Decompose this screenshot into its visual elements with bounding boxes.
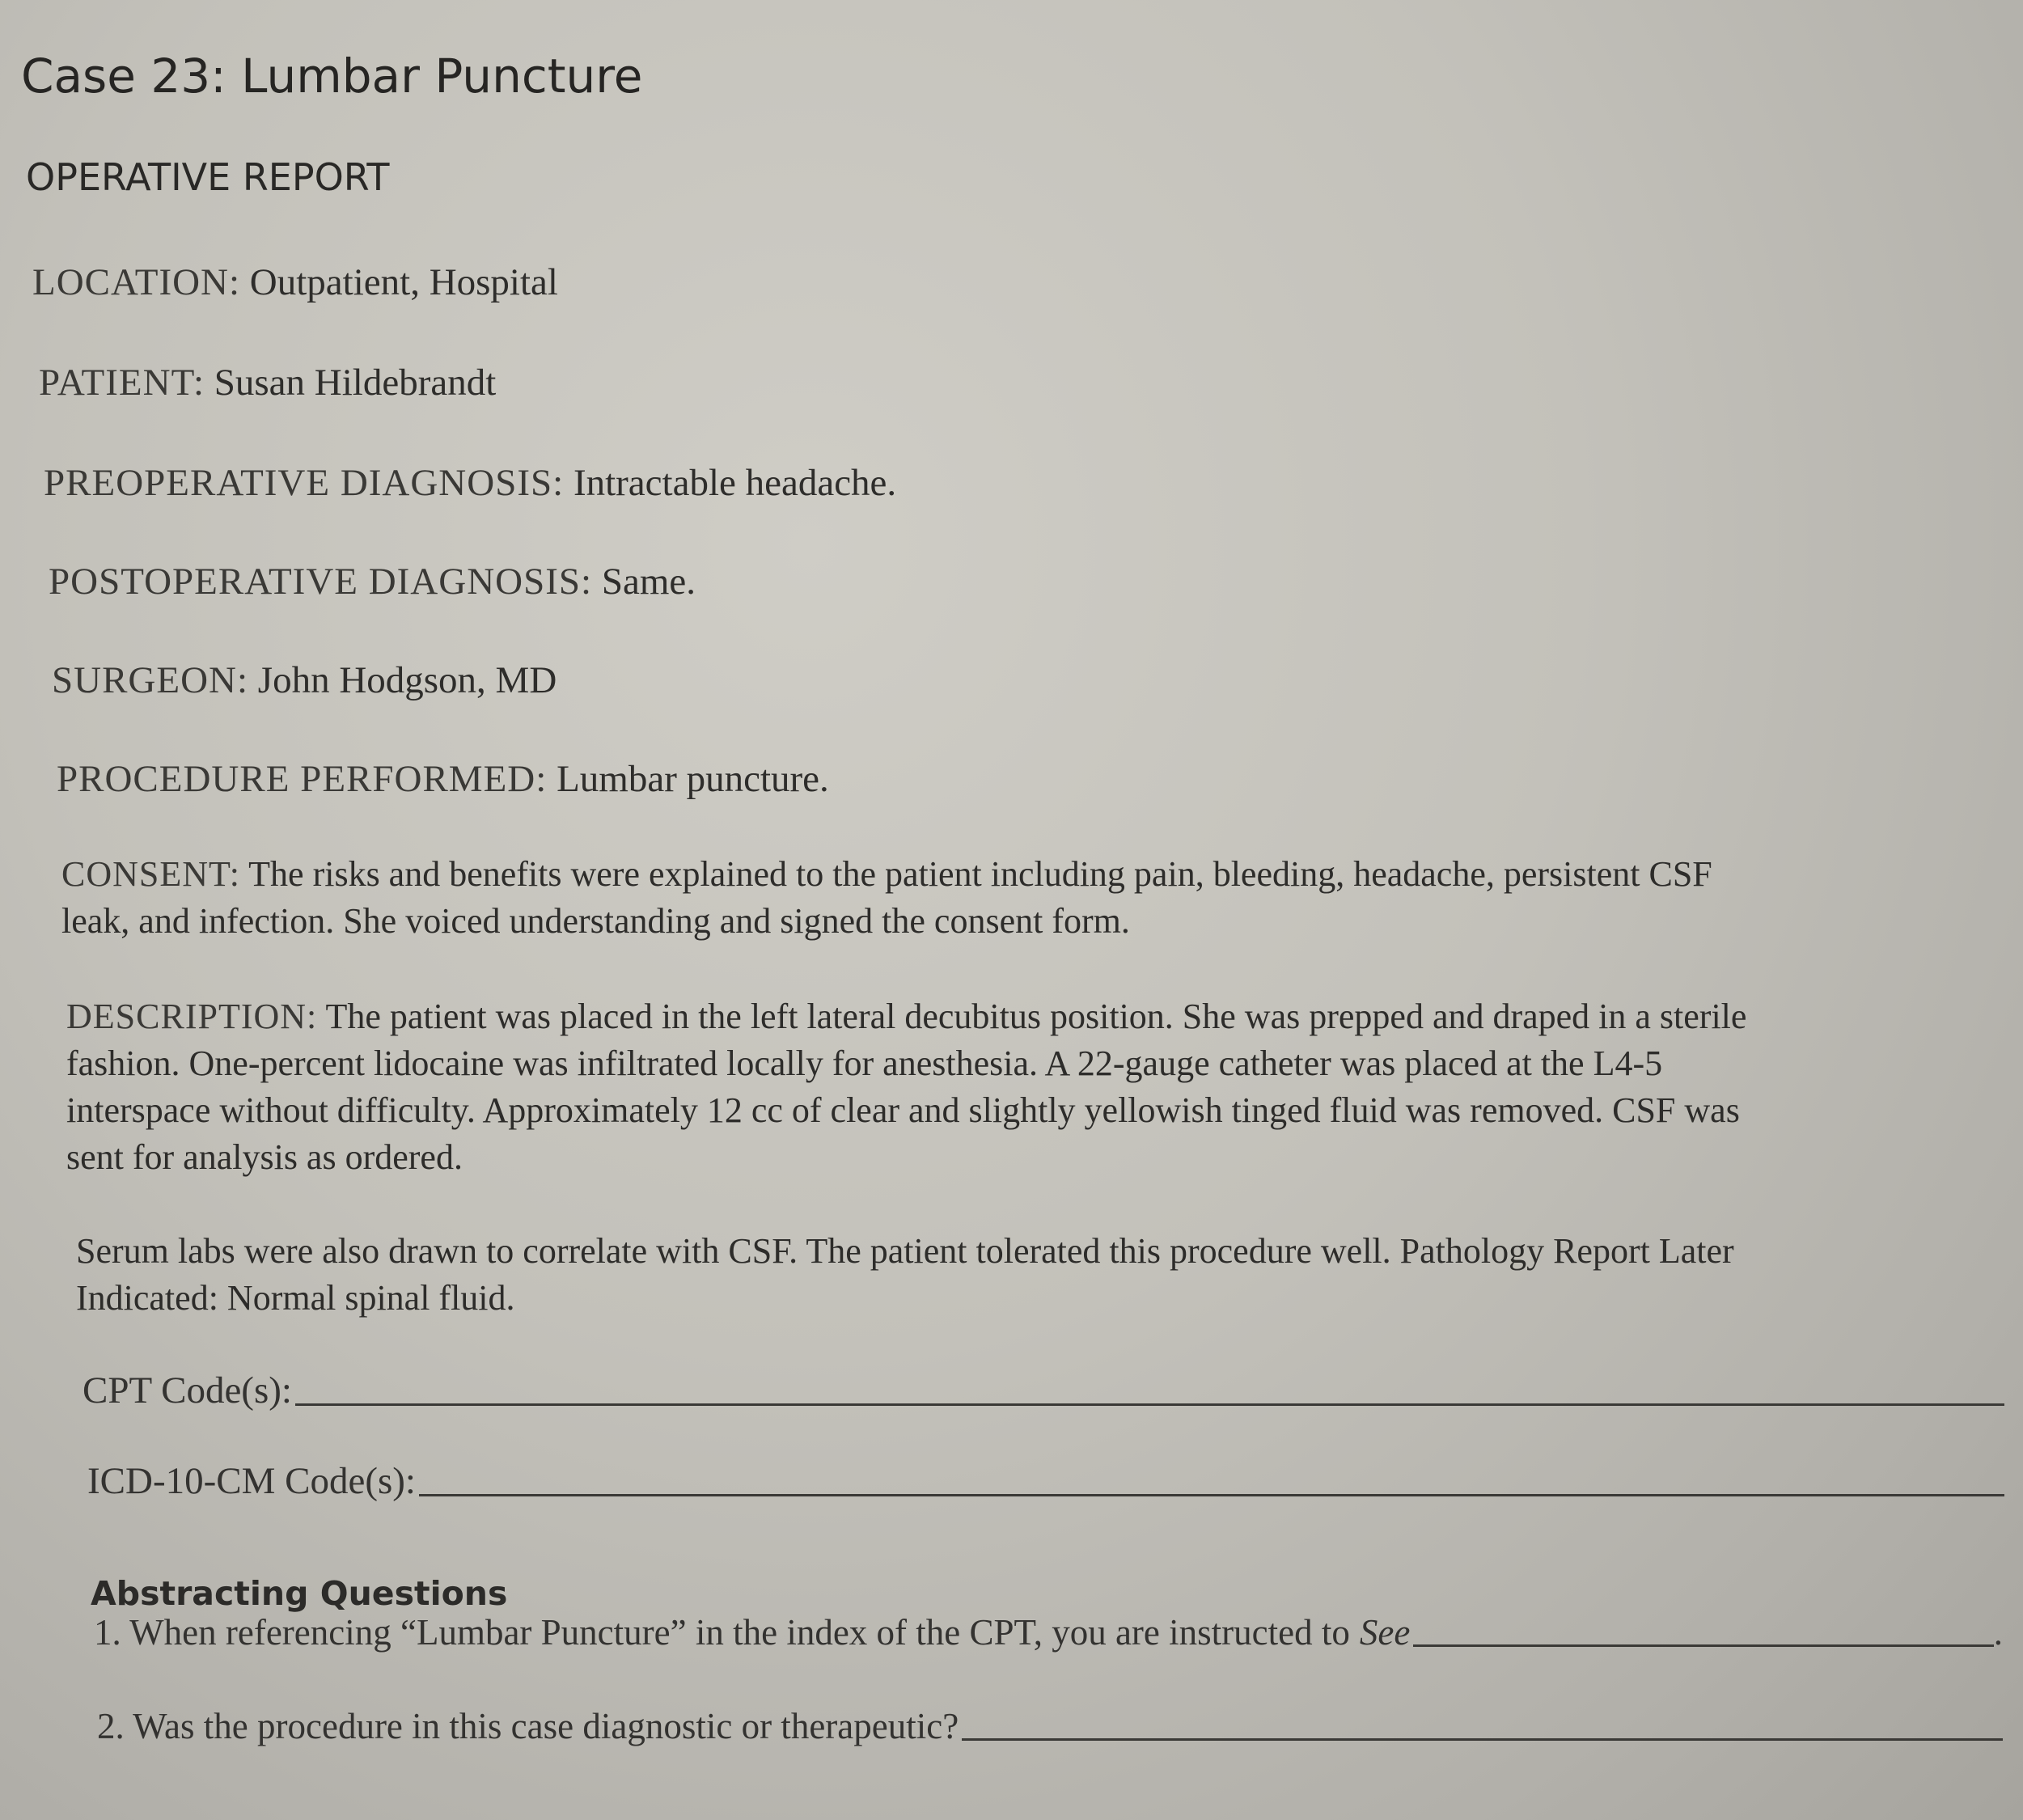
surgeon-field [52, 658, 557, 702]
icd-code-label: ICD-10-CM Code(s): [87, 1460, 416, 1502]
location-field [32, 260, 558, 304]
consent-line-2: leak, and infection. She voiced understanding and signed the consent form. [61, 901, 1130, 941]
procedure-field [57, 757, 829, 801]
question-2-blank[interactable] [962, 1738, 2003, 1741]
postop-diagnosis-label: POSTOPERATIVE DIAGNOSIS: [49, 561, 593, 603]
surgeon-value: John Hodgson, MD [257, 659, 557, 701]
patient-field [39, 361, 496, 404]
description-paragraph [66, 993, 1746, 1181]
serum-paragraph [76, 1228, 1734, 1322]
description-line-2: fashion. One-percent lidocaine was infiltrated locally for anesthesia. A 22-gauge catheter was placed at the L4-5 [66, 1043, 1663, 1083]
location-value: Outpatient, Hospital [249, 261, 558, 303]
consent-paragraph [61, 851, 1712, 945]
description-label: DESCRIPTION: [66, 997, 318, 1036]
cpt-code-row [83, 1369, 2004, 1412]
description-line-4: sent for analysis as ordered. [66, 1137, 463, 1177]
consent-label: CONSENT: [61, 854, 240, 894]
description-line-3: interspace without difficulty. Approximately 12 cc of clear and slightly yellowish tinged fluid was removed. CSF was [66, 1090, 1740, 1130]
report-heading: OPERATIVE REPORT [26, 155, 390, 199]
preop-diagnosis-label: PREOPERATIVE DIAGNOSIS: [44, 462, 565, 504]
preop-diagnosis-value: Intractable headache. [573, 462, 897, 504]
procedure-label: PROCEDURE PERFORMED: [57, 758, 548, 800]
description-line-1: DESCRIPTION: The patient was placed in the left lateral decubitus position. She was prepped and draped in a sterile [66, 997, 1747, 1036]
case-title: Case 23: Lumbar Puncture [21, 49, 643, 104]
question-1-text: 1. When referencing “Lumbar Puncture” in the index of the CPT, you are instructed to [94, 1612, 1350, 1653]
question-1-period: . [1993, 1612, 2003, 1653]
cpt-code-label: CPT Code(s): [83, 1369, 292, 1412]
postop-diagnosis-field [49, 560, 696, 603]
icd-code-row [87, 1459, 2004, 1503]
question-1-see: See [1359, 1612, 1411, 1653]
postop-diagnosis-value: Same. [601, 561, 696, 603]
question-2 [97, 1705, 2003, 1747]
question-1 [94, 1611, 2003, 1653]
cpt-code-blank[interactable] [295, 1403, 2004, 1406]
procedure-value: Lumbar puncture. [557, 758, 829, 800]
surgeon-label: SURGEON: [52, 659, 249, 701]
serum-line-2: Indicated: Normal spinal fluid. [76, 1278, 515, 1318]
patient-value: Susan Hildebrandt [214, 362, 497, 404]
preop-diagnosis-field [44, 461, 896, 505]
patient-label: PATIENT: [39, 362, 205, 404]
icd-code-blank[interactable] [419, 1494, 2004, 1496]
location-label: LOCATION: [32, 261, 241, 303]
abstracting-heading: Abstracting Questions [91, 1574, 508, 1613]
serum-line-1: Serum labs were also drawn to correlate with CSF. The patient tolerated this procedure well. Pathology Report Later [76, 1231, 1734, 1271]
question-2-text: 2. Was the procedure in this case diagnostic or therapeutic? [97, 1706, 959, 1746]
question-1-blank[interactable] [1413, 1644, 1993, 1647]
consent-line-1: CONSENT: The risks and benefits were explained to the patient including pain, bleeding, headache, persistent CSF [61, 854, 1712, 894]
